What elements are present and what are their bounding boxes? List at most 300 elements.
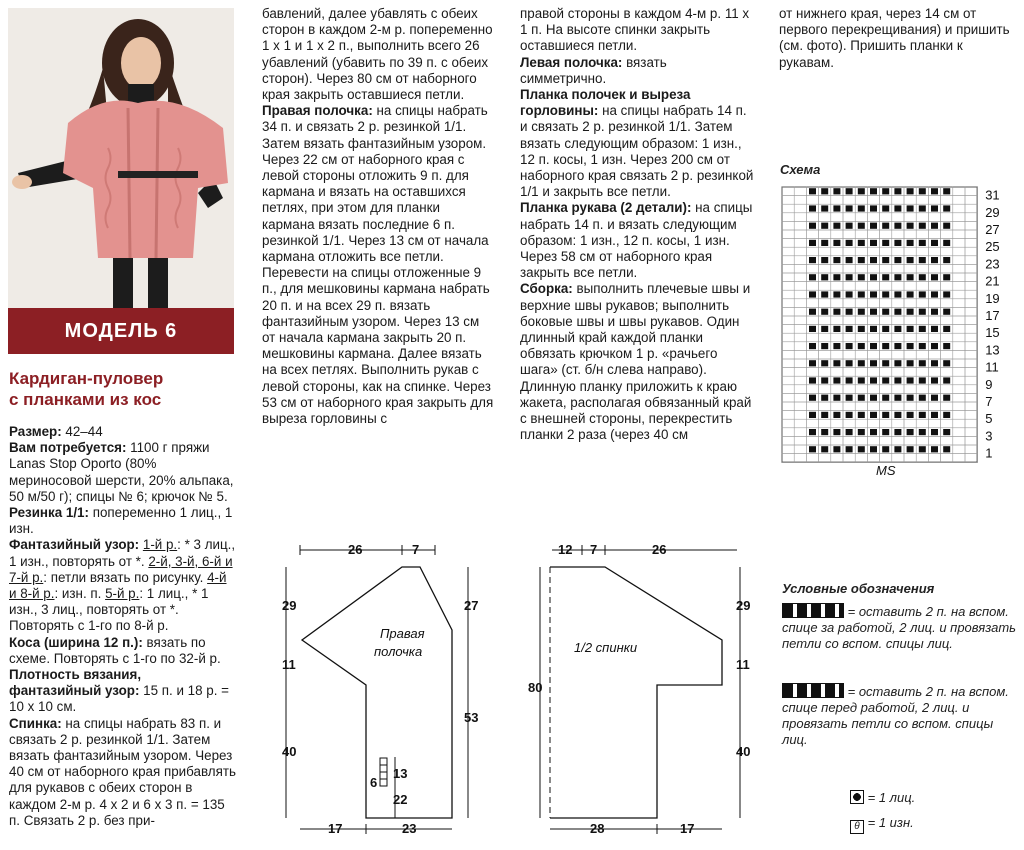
scheme-row-number: 23 [985,256,1000,272]
back-dim-bottom-a: 28 [590,821,605,836]
knit-stitch-mark [846,205,853,211]
knit-stitch-mark [907,326,914,332]
back-dim-right-a: 29 [736,598,751,613]
knit-stitch-mark [870,291,877,297]
knit-stitch-mark [858,188,865,194]
knit-stitch-mark [894,274,901,280]
knit-stitch-mark [907,309,914,315]
right-front-text: на спицы набрать 34 п. и связать 2 р. резинкой 1/1. Затем вязать фантазийным узором. Через 22 см от наборного края с левой стороны отложить 9 п. для кармана и вязать на оставшихся петлях, при этом для планки кармана вязать последние 6 п. резинкой 1/1. Через 13 см от начала кармана отложить все петли. Перевести на спицы отложенные 9 п., для мешковины кармана набрать 20 п. и на всех 29 п. вязать фантазийным узором. Через 13 см от начала кармана закрыть 20 п. мешковины кармана. Далее вязать на всех петлях. Выполнить рукав с левой стороны, как на спинке. Через 53 см от наборного края закрыть для выреза горловины с [262,103,494,427]
knit-stitch-mark [943,188,950,194]
back-dim-right-c: 40 [736,744,751,759]
knit-stitch-mark [931,446,938,452]
knit-stitch-mark [943,291,950,297]
knit-stitch-mark [943,377,950,383]
knit-stitch-mark [846,360,853,366]
knit-stitch-mark [809,257,816,263]
scheme-row-number: 31 [985,187,1000,203]
knit-stitch-mark [882,360,889,366]
knit-stitch-mark [882,223,889,229]
right-front-label: Правая полочка: [262,103,373,119]
knit-stitch-mark [919,223,926,229]
knit-stitch-mark [821,188,828,194]
knit-stitch-mark [858,395,865,401]
knit-stitch-mark [882,257,889,263]
knit-stitch-mark [882,395,889,401]
knit-stitch-mark [809,223,816,229]
scheme-row-number: 27 [985,222,1000,237]
fancy-text-4: : 1 лиц., * 1 изн., 3 лиц., повторять от *. Повторять с 1-го по 8-й р. [9,586,209,634]
knit-stitch-mark [919,395,926,401]
model-photo [8,8,234,308]
knit-stitch-mark [931,257,938,263]
knit-stitch-mark [894,360,901,366]
knit-stitch-mark [870,326,877,332]
materials-label: Вам потребуется: [9,440,127,456]
knit-stitch-mark [809,395,816,401]
back-dim-bottom-b: 17 [680,821,695,836]
rib-text: попеременно 1 лиц., 1 изн. [9,505,233,537]
front-label-2: полочка [374,644,423,659]
legend-item-knit [850,790,915,805]
instructions-column-4 [779,6,1015,71]
knit-stitch-mark [943,429,950,435]
assembly-paragraph [520,281,754,443]
knit-stitch-mark [809,412,816,418]
knit-stitch-mark [907,395,914,401]
knit-stitch-mark [833,360,840,366]
scheme-row-number: 5 [985,411,993,427]
knit-stitch-mark [809,377,816,383]
instructions-column-3 [520,6,754,443]
scheme-row-number: 9 [985,376,993,392]
legend-item-3-text: = 1 лиц. [867,790,916,805]
right-front-paragraph [262,103,494,427]
scheme-title: Схема [780,162,821,177]
title-line-2: с планками из кос [9,390,162,409]
knit-stitch-mark [833,188,840,194]
knit-stitch-mark [821,291,828,297]
knit-stitch-mark [858,343,865,349]
knit-stitch-mark [858,360,865,366]
fancy-row-3: 4-й и 8-й р. [9,569,227,602]
scheme-row-number: 17 [985,308,1000,323]
fancy-text-1: : * 3 лиц., 1 изн., повторять от *. [9,537,236,569]
knit-stitch-mark [894,326,901,332]
knit-stitch-mark [919,412,926,418]
knit-stitch-mark [809,446,816,452]
knit-stitch-mark [833,257,840,263]
knit-stitch-mark [907,291,914,297]
knit-stitch-mark [858,309,865,315]
size-paragraph [9,424,237,440]
knit-stitch-mark [833,343,840,349]
back-dim-top-a: 12 [558,542,573,557]
knit-stitch-mark [919,309,926,315]
knit-stitch-mark [833,309,840,315]
fancy-row-1: 1-й р. [142,537,178,553]
knit-stitch-mark [870,429,877,435]
knit-stitch-mark [882,309,889,315]
scheme-row-number: 19 [985,290,1000,306]
knit-stitch-mark [858,377,865,383]
knit-stitch-mark [833,412,840,418]
knit-stitch-mark [882,240,889,246]
knit-stitch-mark [858,274,865,280]
knit-stitch-mark [943,360,950,366]
half-back-diagram [522,535,762,845]
knit-stitch-mark [870,446,877,452]
knit-stitch-mark [894,446,901,452]
knit-stitch-mark [894,223,901,229]
knit-stitch-mark [846,291,853,297]
rib-label: Резинка 1/1: [9,505,89,521]
knit-stitch-mark [882,274,889,280]
knit-stitch-mark [858,223,865,229]
knit-stitch-mark [870,343,877,349]
knit-stitch-mark [821,360,828,366]
knit-stitch-mark [894,309,901,315]
knit-stitch-mark [882,429,889,435]
density-paragraph [9,667,237,716]
knit-stitch-mark [943,205,950,211]
size-label: Размер: [9,424,62,439]
knit-stitch-mark [894,205,901,211]
knit-stitch-mark [882,343,889,349]
knit-stitch-mark [809,429,816,435]
knit-stitch-mark [846,309,853,315]
front-continued: правой стороны в каждом 4-м р. 11 х 1 п. На высоте спинки закрыть оставшиеся петли. [520,6,750,54]
knit-stitch-mark [943,343,950,349]
knit-stitch-mark [821,257,828,263]
knit-stitch-mark [907,446,914,452]
knit-stitch-mark [821,412,828,418]
knit-stitch-mark [809,274,816,280]
knit-stitch-mark [846,429,853,435]
knit-stitch-mark [919,326,926,332]
knit-stitch-mark [931,309,938,315]
model-photo-illustration [8,8,234,308]
cable-label: Коса (ширина 12 п.): [9,634,143,650]
knit-stitch-mark [894,343,901,349]
knit-stitch-mark [809,343,816,349]
knit-stitch-mark [931,412,938,418]
knit-stitch-mark [846,326,853,332]
cable-front-symbol-icon [782,683,844,698]
knit-stitch-mark [919,360,926,366]
knit-stitch-mark [870,309,877,315]
legend-item-4-text: = 1 изн. [867,815,914,830]
density-label: Плотность вязания, фантазийный узор: [9,667,142,699]
knit-stitch-mark [858,240,865,246]
knit-stitch-mark [809,360,816,366]
fancy-label: Фантазийный узор: [9,537,140,553]
knit-stitch-mark [943,412,950,418]
assembly-text: выполнить плечевые швы и верхние швы рукавов; выполнить боковые швы и швы рукавов. Один длинный край каждой планки обвязать крючком 1 р. «рачьего шага» (ст. б/н слева направо). Длинную планку приложить к краю жакета, располагая обвязанный край с внешней стороны, перекрестить планки 2 раза (через 40 см [520,281,752,443]
model-banner: МОДЕЛЬ 6 [8,308,234,354]
back-dim-left-total: 80 [528,680,543,695]
front-pocket-b: 6 [370,775,378,790]
knit-stitch-mark [931,205,938,211]
knit-stitch-mark [809,205,816,211]
knit-stitch-mark [821,429,828,435]
knit-stitch-mark [821,223,828,229]
fancy-row-4: 5-й р. [105,586,140,602]
legend-item-cross-back [782,603,1018,652]
front-band-label: Планка полочек и выреза горловины: [520,87,691,119]
knit-stitch-mark [907,274,914,280]
assembly-continued: от нижнего края, через 14 см от первого перекрещивания) и пришить (см. фото). Пришить планки к рукавам. [779,6,1010,70]
knit-stitch-mark [882,446,889,452]
knit-stitch-mark [809,309,816,315]
back-paragraph [9,716,237,829]
knit-stitch-mark [821,205,828,211]
knit-stitch-mark [870,188,877,194]
knit-stitch-mark [858,326,865,332]
instructions-column-1 [9,424,237,829]
knit-stitch-mark [809,291,816,297]
knit-stitch-mark [894,412,901,418]
knit-stitch-mark [894,240,901,246]
knit-stitch-mark [846,188,853,194]
knit-stitch-mark [882,188,889,194]
knit-stitch-mark [894,257,901,263]
front-dim-bottom-a: 17 [328,821,343,836]
knit-stitch-mark [858,291,865,297]
rib-paragraph [9,505,237,537]
knit-stitch-mark [882,412,889,418]
left-front-text: вязать симметрично. [520,54,667,86]
title-line-1: Кардиган-пуловер [9,369,164,388]
knit-stitch-mark [846,446,853,452]
knit-stitch-mark [919,240,926,246]
knit-stitch-mark [833,223,840,229]
scheme-grid [782,187,977,462]
knit-stitch-mark [821,274,828,280]
knit-stitch-mark [821,395,828,401]
knit-stitch-mark [858,446,865,452]
knit-stitch-mark [943,326,950,332]
scheme-row-number: 13 [985,342,1000,358]
knit-stitch-mark [894,377,901,383]
knit-stitch-mark [894,291,901,297]
front-label-1: Правая [380,626,425,641]
knit-stitch-mark [846,240,853,246]
purl-symbol-icon: θ [850,820,864,834]
density-text: 15 п. и 18 р. = 10 х 10 см. [9,683,229,715]
knit-stitch-mark [870,377,877,383]
knit-stitch-mark [894,429,901,435]
knit-stitch-mark [919,205,926,211]
scheme-row-number: 21 [985,273,1000,289]
right-front-diagram [270,535,500,845]
knit-stitch-mark [846,274,853,280]
scheme-row-number: 11 [985,359,999,375]
knit-stitch-mark [870,360,877,366]
scheme-row-number: 25 [985,239,1000,255]
front-dim-left-b: 11 [282,657,296,672]
knit-stitch-mark [894,188,901,194]
knit-stitch-mark [931,343,938,349]
knit-stitch-mark [919,343,926,349]
knit-stitch-mark [931,326,938,332]
knit-stitch-mark [907,188,914,194]
knit-stitch-mark [833,291,840,297]
knit-stitch-mark [931,395,938,401]
instructions-column-2 [262,6,494,427]
knit-stitch-mark [870,223,877,229]
back-text: на спицы набрать 83 п. и связать 2 р. резинкой 1/1. Затем вязать фантазийным узором. Через 40 см от наборного края прибавлять для рукавов с обеих сторон в каждом 2-м р. 4 х 2 и 6 х 3 п. = 135 п. Связать 2 р. без при- [9,715,236,828]
knit-stitch-mark [907,360,914,366]
knit-stitch-mark [821,240,828,246]
front-dim-right-b: 53 [464,710,479,725]
cable-back-symbol-icon [782,603,844,618]
knit-stitch-mark [931,223,938,229]
knit-stitch-mark [931,188,938,194]
legend-title: Условные обозначения [782,581,935,596]
sleeve-band-label: Планка рукава (2 детали): [520,200,692,216]
legend-item-1-text: = оставить 2 п. на вспом. спице за работой, 2 лиц. и провязать петли со вспом. спицы лиц. [782,604,1017,651]
front-dim-left-c: 40 [282,744,297,759]
knit-stitch-mark [833,240,840,246]
knit-stitch-mark [919,429,926,435]
back-dim-right-b: 11 [736,657,750,672]
left-front-label: Левая полочка: [520,54,623,70]
knit-stitch-mark [809,240,816,246]
knit-stitch-mark [809,326,816,332]
cable-text: вязать по схеме. Повторять с 1-го по 32-й р. [9,634,221,666]
knit-stitch-mark [943,446,950,452]
knit-stitch-mark [870,205,877,211]
knit-stitch-mark [919,291,926,297]
fancy-row-2: 2-й, 3-й, 6-й и 7-й р. [9,553,233,585]
back-continued: бавлений, далее убавлять с обеих сторон в каждом 2-м р. попеременно 1 х 1 и 1 х 2 п., выполнить всего 26 убавлений (убавить по 39 п. с обеих сторон). Через 80 см от наборного края закрыть оставшиеся петли. [262,6,493,103]
knit-stitch-mark [833,446,840,452]
front-band-text: на спицы набрать 14 п. и связать 2 р. резинкой 1/1. Затем вязать следующим образом: 1 изн., 12 п. косы, 1 изн. Через 200 см от наборного края связать 2 р. резинкой 1/1 и закрыть все петли. [520,103,754,200]
knit-stitch-mark [882,291,889,297]
knit-stitch-mark [907,205,914,211]
knit-stitch-mark [821,309,828,315]
knit-stitch-mark [907,240,914,246]
scheme-row-number: 3 [985,428,993,444]
knit-stitch-mark [870,395,877,401]
materials-text: 1100 г пряжи Lanas Stop Oporto (80% мериносовой шерсти, 20% альпака, 50 м/50 г); спицы № 6; крючок № 5. [9,440,234,504]
front-pocket-c: 22 [393,792,408,807]
knit-stitch-mark [858,429,865,435]
fancy-text-3: : изн. п. [54,586,106,602]
knit-stitch-mark [907,343,914,349]
knit-stitch-mark [870,240,877,246]
knit-stitch-mark [943,240,950,246]
fancy-text-2: : петли вязать по рисунку. [43,569,208,585]
scheme-row-number: 29 [985,204,1000,220]
knit-stitch-mark [870,274,877,280]
knit-stitch-mark [882,326,889,332]
knit-stitch-mark [858,412,865,418]
knit-stitch-mark [821,446,828,452]
cable-scheme-chart [778,183,1018,483]
knit-stitch-mark [919,257,926,263]
knit-stitch-mark [846,223,853,229]
knit-stitch-mark [821,326,828,332]
knit-stitch-mark [931,377,938,383]
knit-stitch-mark [931,274,938,280]
back-dim-top-c: 26 [652,542,667,557]
pattern-title [9,368,239,410]
knit-stitch-mark [846,257,853,263]
knit-stitch-mark [931,291,938,297]
front-dim-left-a: 29 [282,598,297,613]
knit-stitch-mark [931,240,938,246]
knit-stitch-mark [833,274,840,280]
knit-stitch-mark [882,377,889,383]
knit-stitch-mark [870,412,877,418]
legend-item-2-text: = оставить 2 п. на вспом. спице перед работой, 2 лиц. и провязать петли со вспом. спицы лиц. [782,684,1009,747]
knit-stitch-mark [833,205,840,211]
knit-stitch-mark [821,343,828,349]
knit-stitch-mark [907,223,914,229]
scheme-row-numbers [985,188,999,461]
knit-stitch-mark [931,429,938,435]
back-label: 1/2 спинки [574,640,638,655]
back-dim-top-b: 7 [590,542,598,557]
knit-stitch-mark [870,257,877,263]
scheme-row-number: 7 [985,394,993,409]
knit-stitch-mark [833,377,840,383]
back-label: Спинка: [9,715,62,731]
knit-stitch-mark [882,205,889,211]
scheme-ms-label: MS [876,463,896,478]
knit-stitch-mark [907,257,914,263]
knit-stitch-mark [858,257,865,263]
sleeve-band-paragraph [520,200,754,281]
legend-item-cross-front [782,683,1018,748]
fancy-paragraph [9,537,237,634]
knit-stitch-mark [919,188,926,194]
knit-stitch-mark [846,377,853,383]
front-band-paragraph [520,87,754,200]
front-dim-top-a: 26 [348,542,363,557]
knit-stitch-mark [931,360,938,366]
scheme-row-number: 15 [985,325,1000,341]
knit-stitch-mark [846,412,853,418]
assembly-label: Сборка: [520,281,573,297]
knit-stitch-mark [907,412,914,418]
size-text: 42–44 [61,424,103,439]
knit-stitch-mark [846,395,853,401]
knit-stitch-mark [919,274,926,280]
knit-stitch-mark [907,429,914,435]
cable-paragraph [9,635,237,667]
scheme-row-number: 1 [985,445,993,461]
knit-stitch-mark [894,395,901,401]
knit-stitch-mark [809,188,816,194]
knit-stitch-mark [846,343,853,349]
knit-stitch-mark [858,205,865,211]
knit-stitch-mark [833,429,840,435]
legend-item-purl [850,815,914,834]
front-dim-top-b: 7 [412,542,420,557]
materials-paragraph [9,440,237,505]
knit-stitch-mark [821,377,828,383]
knit-stitch-mark [943,257,950,263]
knit-stitch-mark [833,395,840,401]
knit-symbol-icon [850,790,864,804]
sleeve-band-text: на спицы набрать 14 п. и вязать следующим образом: 1 изн., 12 п. косы, 1 изн. Через 58 см от наборного края закрыть все петли. [520,200,753,281]
front-pocket-a: 13 [393,766,408,781]
knit-stitch-mark [943,395,950,401]
knit-stitch-mark [943,309,950,315]
front-dim-right-a: 27 [464,598,479,613]
